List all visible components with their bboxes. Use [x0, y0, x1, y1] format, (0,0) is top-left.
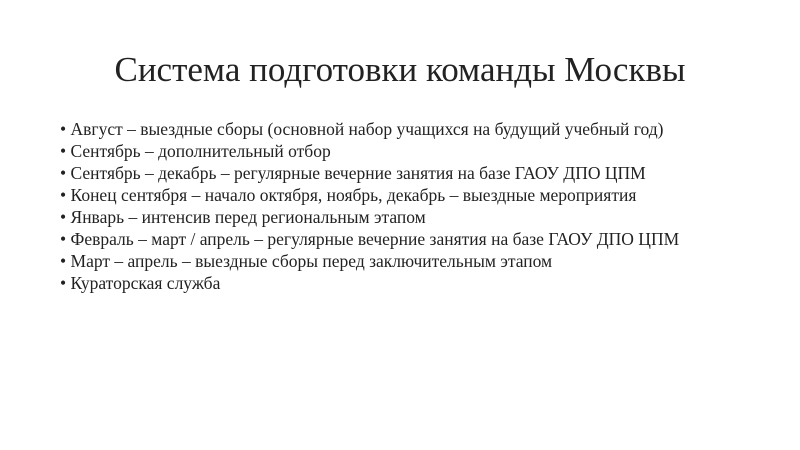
bullet-text: Март – апрель – выездные сборы перед заключительным этапом	[70, 251, 553, 271]
bullet-marker: •	[60, 207, 67, 227]
bullet-item	[60, 275, 737, 292]
bullet-item	[60, 187, 737, 204]
bullet-item	[60, 209, 737, 226]
bullet-text: Сентябрь – декабрь – регулярные вечерние занятия на базе ГАОУ ДПО ЦПМ	[70, 163, 646, 183]
bullet-marker: •	[60, 185, 67, 205]
bullet-text: Сентябрь – дополнительный отбор	[70, 141, 331, 161]
bullet-marker: •	[60, 229, 67, 249]
bullet-item	[60, 143, 737, 160]
bullet-item	[60, 253, 737, 270]
bullet-text: Февраль – март / апрель – регулярные вечерние занятия на базе ГАОУ ДПО ЦПМ	[70, 229, 680, 249]
bullet-item	[60, 231, 737, 248]
bullet-marker: •	[60, 119, 67, 139]
bullet-text: Кураторская служба	[70, 273, 221, 293]
bullet-text: Август – выездные сборы (основной набор учащихся на будущий учебный год)	[70, 119, 664, 139]
bullet-list	[60, 121, 737, 297]
slide-title: Система подготовки команды Москвы	[114, 50, 686, 89]
bullet-marker: •	[60, 273, 67, 293]
bullet-marker: •	[60, 251, 67, 271]
bullet-marker: •	[60, 141, 67, 161]
bullet-text: Январь – интенсив перед региональным этапом	[70, 207, 426, 227]
bullet-text: Конец сентября – начало октября, ноябрь, декабрь – выездные мероприятия	[70, 185, 637, 205]
bullet-item	[60, 165, 737, 182]
bullet-marker: •	[60, 163, 67, 183]
bullet-item	[60, 121, 737, 138]
